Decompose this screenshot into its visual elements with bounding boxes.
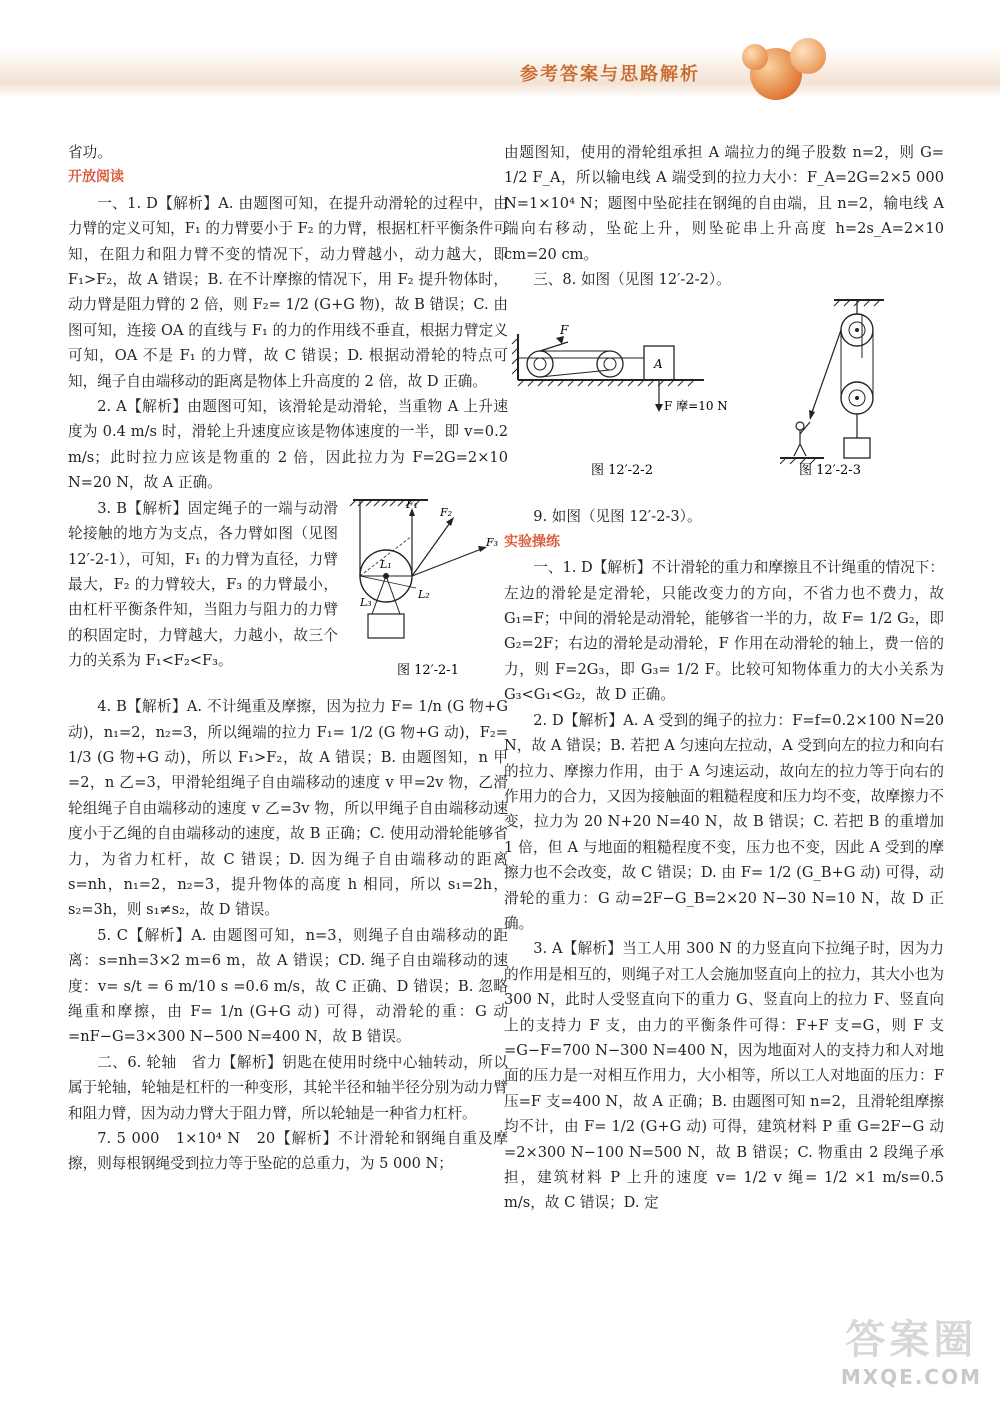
answer-paragraph: 省功。 bbox=[68, 144, 112, 161]
section-heading: 实验操练 bbox=[504, 533, 560, 550]
figure-12-2-3 bbox=[780, 300, 884, 478]
answer-paragraph: 4. B【解析】A. 不计绳重及摩擦，因为拉力 F= 1/n (G 物+G 动)，n₁=2，n₂=3，所以绳端的拉力 F₁= 1/2 (G 物+G 动)，F₂= 1/3 (G 物+G 动)，所以 F₁>F₂，故 A 错误；B. 由题图知，n 甲=2，n 乙=3，甲滑轮组绳子自由端移动的速度 v 甲=2v 物，乙滑轮组绳子自由端移动的速度 v 乙=3v 物，所以甲绳子自由端移动速度小于乙绳的自由端移动的速度，故 B 正确；C. 使用动滑轮能够省力，为省力杠杆，故 C 错误；D. 因为绳子自由端移动的距离 s=nh，n₁=2，n₂=3，提升物体的高度 h 相同，所以 s₁=2h，s₂=3h，则 s₁≠s₂，故 D 错误。 bbox=[68, 698, 508, 919]
answer-paragraph: 2. A【解析】由题图可知，该滑轮是动滑轮，当重物 A 上升速度为 0.4 m/s 时，滑轮上升速度应该是物体速度的一半，即 v=0.2 m/s；此时拉力应该是物重的 2 倍，因此拉力为 F=2G=2×10 N=20 N，故 A 正确。 bbox=[68, 398, 508, 492]
watermark-top: 答案圈 bbox=[845, 1317, 978, 1363]
right-column bbox=[504, 140, 944, 1216]
answer-paragraph: 5. C【解析】A. 由题图可知，n=3，则绳子自由端移动的距离：s=nh=3×2 m=6 m，故 A 错误；CD. 绳子自由端移动的速度：v= s/t = 6 m/10 s =0.6 m/s，故 C 正确、D 错误；B. 忽略绳重和摩擦，由 F= 1/n (G+G 动) 可得，动滑轮的重：G 动=nF−G=3×300 N−500 N=400 N，故 B 错误。 bbox=[68, 926, 508, 1046]
page-header bbox=[0, 0, 1000, 110]
watermark-bottom: MXQE.COM bbox=[840, 1365, 982, 1389]
watermark bbox=[841, 1308, 982, 1389]
answer-paragraph: 9. 如图（见图 12′-2-3）。 bbox=[533, 508, 702, 526]
answer-paragraph: 3. B【解析】固定绳子的一端与动滑轮接触的地方为支点，各力臂如图（见图 12′-2-1），可知，F₁ 的力臂为直径，力臂最大，F₂ 的力臂较大，F₃ 的力臂最小，由杠杆平衡条件知，当阻力与阻力的力臂的积固定时，力臂越大，力越小，故三个力的关系为 F₁<F₂<F₃。 bbox=[68, 499, 338, 670]
left-column bbox=[68, 140, 508, 1177]
answer-paragraph: 2. D【解析】A. A 受到的绳子的拉力：F=f=0.2×100 N=20 N，故 A 错误；B. 若把 A 匀速向左拉动，A 受到向左的拉力和向右的拉力、摩擦力作用，由于 A 匀速运动，故向左的拉力等于向右的作用力的合力，又因为接触面的粗糙程度和压力均不变，故摩擦力不变，拉力为 20 N+20 N=40 N，故 B 错误；C. 若把 B 的重增加 1 倍，但 A 与地面的粗糙程度不变，压力也不变，因此 A 受到的摩擦力也不会改变，故 C 错误；D. 由 F= 1/2 (G_B+G 动) 可得，动滑轮的重力：G 动=2F−G_B=2×20 N−30 N=10 N，故 D 正确。 bbox=[504, 711, 944, 932]
answer-paragraph: 一、1. D【解析】A. 由题图可知，在提升动滑轮的过程中，由力臂的定义可知，F₁ 的力臂要小于 F₂ 的力臂，根据杠杆平衡条件可知，在阻力和阻力臂不变的情况下，动力臂越小，动力越大，即 F₁>F₂，故 A 错误；B. 在不计摩擦的情况下，用 F₂ 提升物体时，动力臂是阻力臂的 2 倍，则 F₂= 1/2 (G+G 物)，故 B 错误；C. 由图可知，连接 OA 的直线与 F₁ 的力的作用线不垂直，根据力臂定义可知，OA 不是 F₁ 的力臂，故 C 错误；D. 根据动滑轮的特点可知，绳子自由端移动的距离是物体上升高度的 2 倍，故 D 正确。 bbox=[68, 194, 508, 390]
answer-paragraph: 由题图知，使用的滑轮组承担 A 端拉力的绳子股数 n=2，则 G= 1/2 F_A，所以输电线 A 端受到的拉力大小：F_A=2G=2×5 000 N=1×10⁴ N；题图中坠砣挂在钢绳的自由端，且 n=2，输电线 A 端向右移动，坠砣上升，则坠砣串上升高度 h=2s_A=2×10 cm=20 cm。 bbox=[504, 144, 944, 263]
answer-paragraph: 一、1. D【解析】不计滑轮的重力和摩擦且不计绳重的情况下：左边的滑轮是定滑轮，只能改变力的方向，不省力也不费力，故 G₁=F；中间的滑轮是动滑轮，能够省一半的力，故 F= 1/2 G₂，即 G₂=2F；右边的滑轮是动滑轮，F 作用在动滑轮的轴上，费一倍的力，则 F=2G₃，即 G₃= 1/2 F。比较可知物体重力的大小关系为 G₃<G₁<G₂，故 D 正确。 bbox=[504, 559, 944, 704]
answer-paragraph: 三、8. 如图（见图 12′-2-2）。 bbox=[533, 271, 731, 289]
label-force-f: F bbox=[560, 323, 569, 338]
figures-12-2-2-and-3 bbox=[504, 298, 944, 498]
decorative-ball-right bbox=[790, 38, 826, 74]
label-l3: L₃ bbox=[360, 595, 372, 609]
figure-12-2-1-caption: 图 12′-2-1 bbox=[397, 662, 459, 678]
header-band bbox=[0, 48, 1000, 98]
figure-12-2-2-caption: 图 12′-2-2 bbox=[591, 463, 653, 479]
label-friction: F 摩=10 N bbox=[664, 399, 728, 414]
pulley-force-diagram bbox=[348, 496, 508, 686]
label-l2: L₂ bbox=[418, 587, 430, 601]
label-f3: F₃ bbox=[486, 535, 499, 549]
label-block-a: A bbox=[654, 357, 663, 372]
answer-paragraph: 7. 5 000 1×10⁴ N 20【解析】不计滑轮和钢绳自重及摩擦，则每根钢绳受到拉力等于坠砣的总重力，为 5 000 N； bbox=[68, 1130, 508, 1173]
figure-12-2-1 bbox=[348, 496, 508, 694]
section-heading: 开放阅读 bbox=[68, 169, 124, 186]
header-title: 参考答案与思路解析 bbox=[520, 64, 700, 85]
figure-12-2-2 bbox=[512, 323, 728, 478]
label-f1: F₁ bbox=[406, 497, 419, 511]
figure-12-2-3-caption: 图 12′-2-3 bbox=[799, 463, 861, 479]
label-f2: F₂ bbox=[440, 505, 453, 519]
figures-row bbox=[504, 298, 944, 498]
label-l1: L₁ bbox=[380, 557, 392, 571]
answer-paragraph: 二、6. 轮轴 省力【解析】钥匙在使用时绕中心轴转动，所以属于轮轴，轮轴是杠杆的一种变形，其轮半径和轴半径分别为动力臂和阻力臂，因为动力臂大于阻力臂，所以轮轴是一种省力杠杆。 bbox=[68, 1053, 508, 1122]
decorative-ball-medium bbox=[742, 44, 768, 70]
answer-paragraph: 3. A【解析】当工人用 300 N 的力竖直向下拉绳子时，因为力的作用是相互的，则绳子对工人会施加竖直向上的拉力，其大小也为 300 N，此时人受竖直向下的重力 G、竖直向上的拉力 F、竖直向上的支持力 F 支，由力的平衡条件可得：F+F 支=G，则 F 支=G−F=700 N−300 N=400 N，因为地面对人的支持力和人对地面的压力是一对相互作用力，大小相等，所以工人对地面的压力：F 压=F 支=400 N，故 A 正确；B. 由题图可知 n=2，且滑轮组摩擦均不计，由 F= 1/2 (G+G 动) 可得，建筑材料 P 重 G=2F−G 动=2×300 N−100 N=500 N，故 B 错误；C. 物重由 2 段绳子承担，建筑材料 P 上升的速度 v= 1/2 v 绳= 1/2 ×1 m/s=0.5 m/s，故 C 错误；D. 定 bbox=[504, 940, 944, 1212]
